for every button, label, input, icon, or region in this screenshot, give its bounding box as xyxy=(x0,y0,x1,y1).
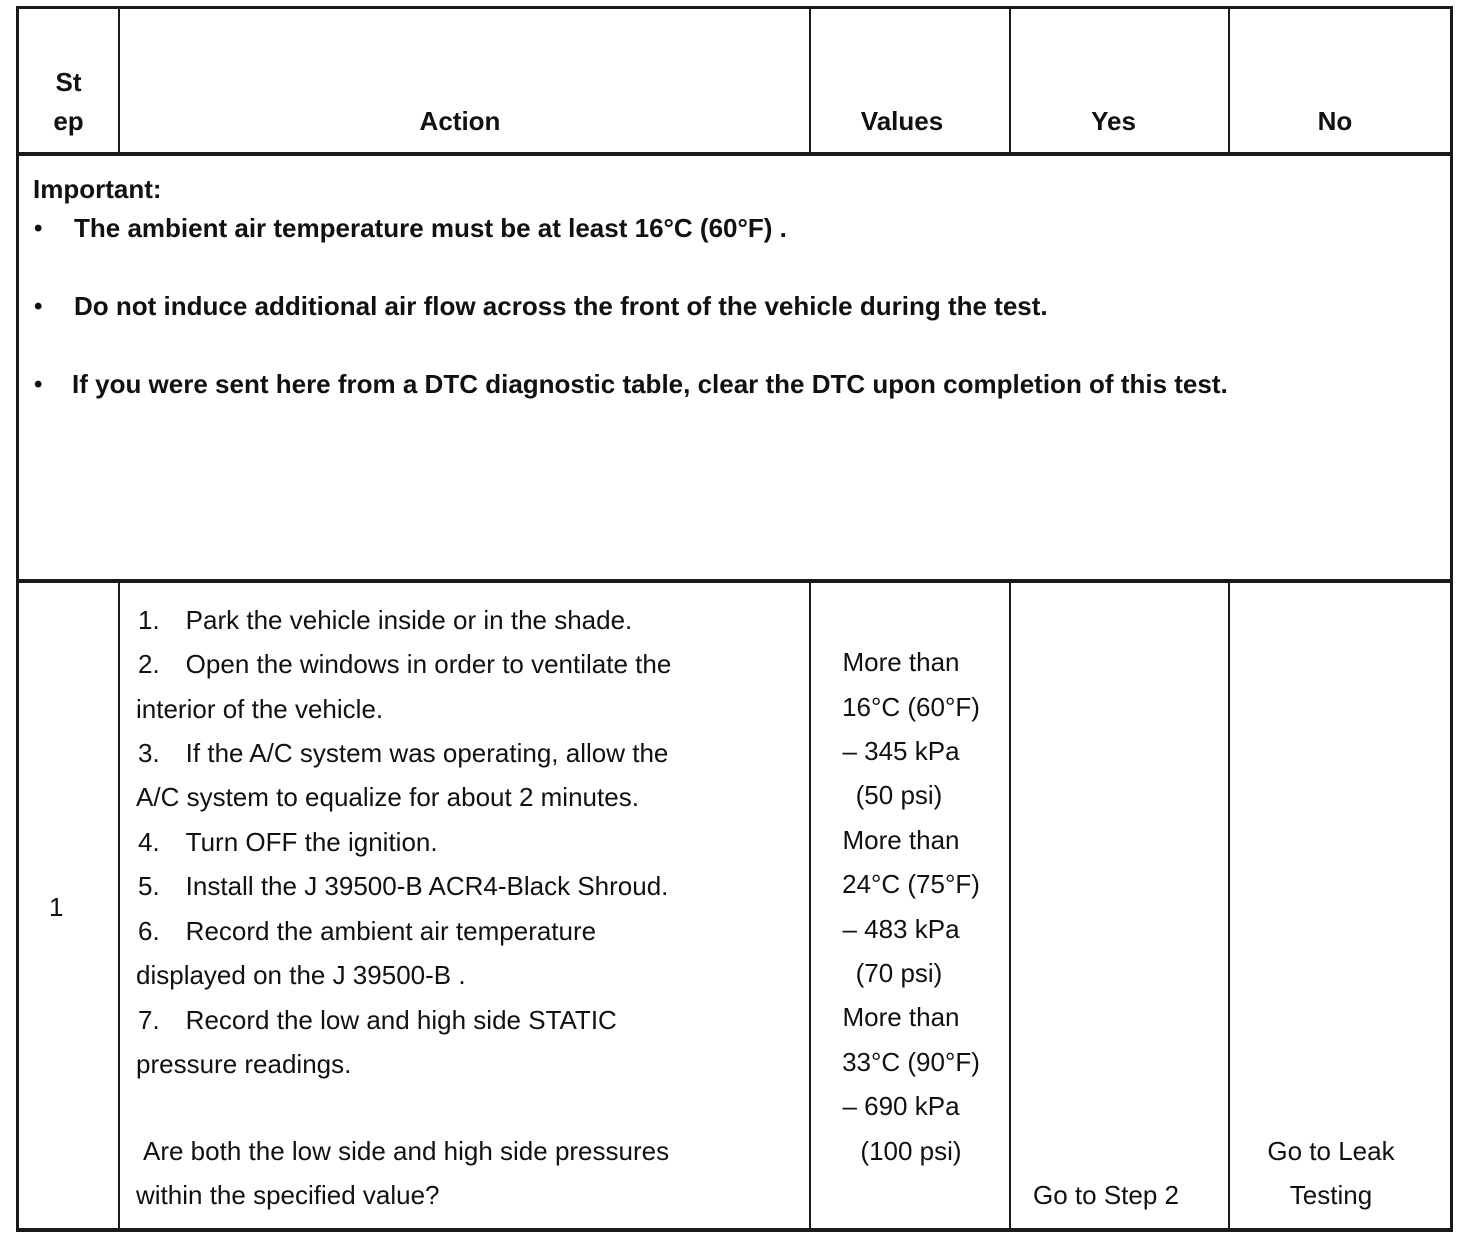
question-line: within the specified value? xyxy=(136,1180,440,1210)
header-values: Values xyxy=(860,106,944,136)
table-border-top xyxy=(16,6,1453,9)
value-line: (50 psi) xyxy=(855,780,943,810)
value-line: 24°C (75°F) xyxy=(842,869,980,899)
header-action: Action xyxy=(419,106,501,136)
bullet-dot: • xyxy=(34,371,43,398)
action-line: 1. Park the vehicle inside or in the shade. xyxy=(138,605,633,635)
value-line: – 345 kPa xyxy=(842,736,960,766)
table-border-header-bottom xyxy=(16,152,1453,156)
table-border-left xyxy=(16,6,19,1232)
table-border-bottom xyxy=(16,1228,1453,1232)
header-yes: Yes xyxy=(1091,106,1136,136)
value-line: 16°C (60°F) xyxy=(842,692,980,722)
header-step-line1: St xyxy=(55,67,82,97)
action-line: 7. Record the low and high side STATIC xyxy=(138,1005,617,1035)
action-line: pressure readings. xyxy=(136,1049,352,1079)
col-divider-values-row1 xyxy=(1009,581,1011,1230)
value-line: – 483 kPa xyxy=(842,914,960,944)
action-line: displayed on the J 39500-B . xyxy=(136,960,466,990)
col-divider-step-row1 xyxy=(118,581,120,1230)
value-line: More than xyxy=(842,647,960,677)
col-divider-yes-row1 xyxy=(1228,581,1230,1230)
bullet-dot: • xyxy=(34,293,43,320)
bullet-dot: • xyxy=(34,215,43,242)
action-line: 3. If the A/C system was operating, allow the xyxy=(138,738,669,768)
header-step-line2: ep xyxy=(53,106,84,136)
table-border-important-bottom xyxy=(16,579,1453,583)
action-line: 4. Turn OFF the ignition. xyxy=(138,827,438,857)
action-line: 5. Install the J 39500-B ACR4-Black Shroud. xyxy=(138,871,669,901)
table-border-right xyxy=(1450,6,1453,1232)
important-bullet-3: If you were sent here from a DTC diagnostic table, clear the DTC upon completion of this test. xyxy=(72,369,1228,399)
value-line: (70 psi) xyxy=(855,958,943,988)
col-divider-action-row1 xyxy=(809,581,811,1230)
action-line: 6. Record the ambient air temperature xyxy=(138,916,597,946)
no-go-to-leak-testing-line2: Testing xyxy=(1289,1180,1373,1210)
no-go-to-leak-testing-line1: Go to Leak xyxy=(1267,1136,1395,1166)
value-line: (100 psi) xyxy=(860,1136,962,1166)
value-line: 33°C (90°F) xyxy=(842,1047,980,1077)
value-line: More than xyxy=(842,1002,960,1032)
step-number: 1 xyxy=(49,892,64,922)
important-title: Important: xyxy=(33,174,162,204)
important-bullet-1: The ambient air temperature must be at least 16°C (60°F) . xyxy=(74,213,787,243)
question-line: Are both the low side and high side pressures xyxy=(143,1136,670,1166)
action-line: 2. Open the windows in order to ventilate the xyxy=(138,649,672,679)
yes-go-to-step-2: Go to Step 2 xyxy=(1033,1180,1179,1210)
header-no: No xyxy=(1317,106,1353,136)
value-line: More than xyxy=(842,825,960,855)
action-line: A/C system to equalize for about 2 minutes. xyxy=(136,782,639,812)
value-line: – 690 kPa xyxy=(842,1091,960,1121)
important-bullet-2: Do not induce additional air flow across the front of the vehicle during the test. xyxy=(74,291,1048,321)
action-line: interior of the vehicle. xyxy=(136,694,384,724)
